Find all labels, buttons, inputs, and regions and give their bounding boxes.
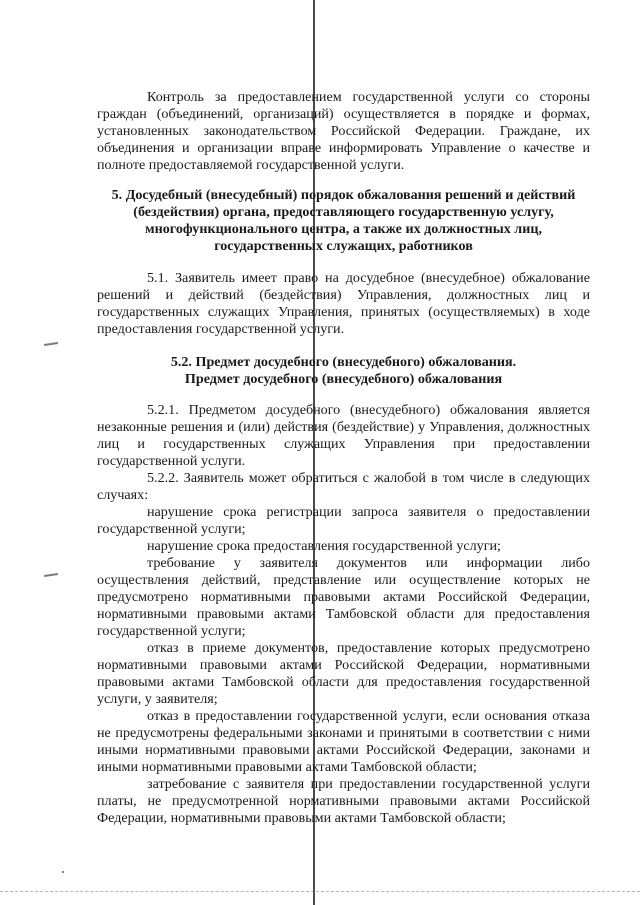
paragraph-control: Контроль за предоставлением государственной услуги со стороны граждан (объединений, организаций) осуществляется в порядке и формах, установленных законодательством Российской Федерации. Граждане, их объединения и организации вправе информировать Управление о качестве и полноте предоставляемой государственной услуги. (97, 89, 590, 173)
paragraph-5-2-2: 5.2.2. Заявитель может обратиться с жалобой в том числе в следующих случаях: (97, 470, 590, 503)
document-page (97, 89, 590, 827)
section-5-heading: 5. Досудебный (внесудебный) порядок обжалования решений и действий (бездействия) органа, предоставляющего государственную услугу, многофункционального центра, а также их должностных лиц, государственных служащих, работников (111, 187, 576, 254)
list-item-refusal-to-accept: отказ в приеме документов, предоставление которых предусмотрено нормативными правовыми актами Российской Федерации, нормативными правовыми актами Тамбовской области для предоставления государственной услуги, у заявителя; (97, 640, 590, 707)
list-item-service-deadline: нарушение срока предоставления государственной услуги; (147, 538, 501, 554)
list-item-illegal-fee: затребование с заявителя при предоставлении государственной услуги платы, не предусмотренной нормативными правовыми актами Российской Федерации, нормативными правовыми актами Тамбовской области; (97, 776, 590, 826)
scan-bottom-edge (0, 891, 640, 892)
section-5-2-heading (97, 354, 590, 388)
scan-margin-mark (44, 573, 58, 576)
paragraph-5-2-1: 5.2.1. Предметом досудебного (внесудебного) обжалования является незаконные решения и (или) действия (бездействие) у Управления, должностных лиц и государственных служащих Управления при предоставлении государственной услуги. (97, 402, 590, 469)
scan-speck (62, 871, 64, 873)
list-item-extra-documents: требование у заявителя документов или информации либо осуществления действий, представление или осуществление которых не предусмотрено нормативными правовыми актами Российской Федерации, нормативными правовыми актами Тамбовской области для предоставления государственной услуги; (97, 555, 590, 639)
scan-margin-mark (44, 342, 58, 345)
section-5-2-heading-line-1: 5.2. Предмет досудебного (внесудебного) обжалования. (170, 354, 517, 370)
list-item-refusal-of-service: отказ в предоставлении государственной услуги, если основания отказа не предусмотрены федеральными законами и принятыми в соответствии с ними иными нормативными правовыми актами Российской Федерации, законами и иными нормативными правовыми актами Тамбовской области; (97, 708, 590, 775)
list-item-registration-deadline: нарушение срока регистрации запроса заявителя о предоставлении государственной услуги; (97, 504, 590, 537)
section-5-2-heading-line-2: Предмет досудебного (внесудебного) обжалования (184, 371, 503, 387)
paragraph-5-1: 5.1. Заявитель имеет право на досудебное (внесудебное) обжалование решений и действий (бездействия) Управления, должностных лиц и государственных служащих Управления, принятых (осуществляемых) в ходе предоставления государственной услуги. (97, 270, 590, 337)
